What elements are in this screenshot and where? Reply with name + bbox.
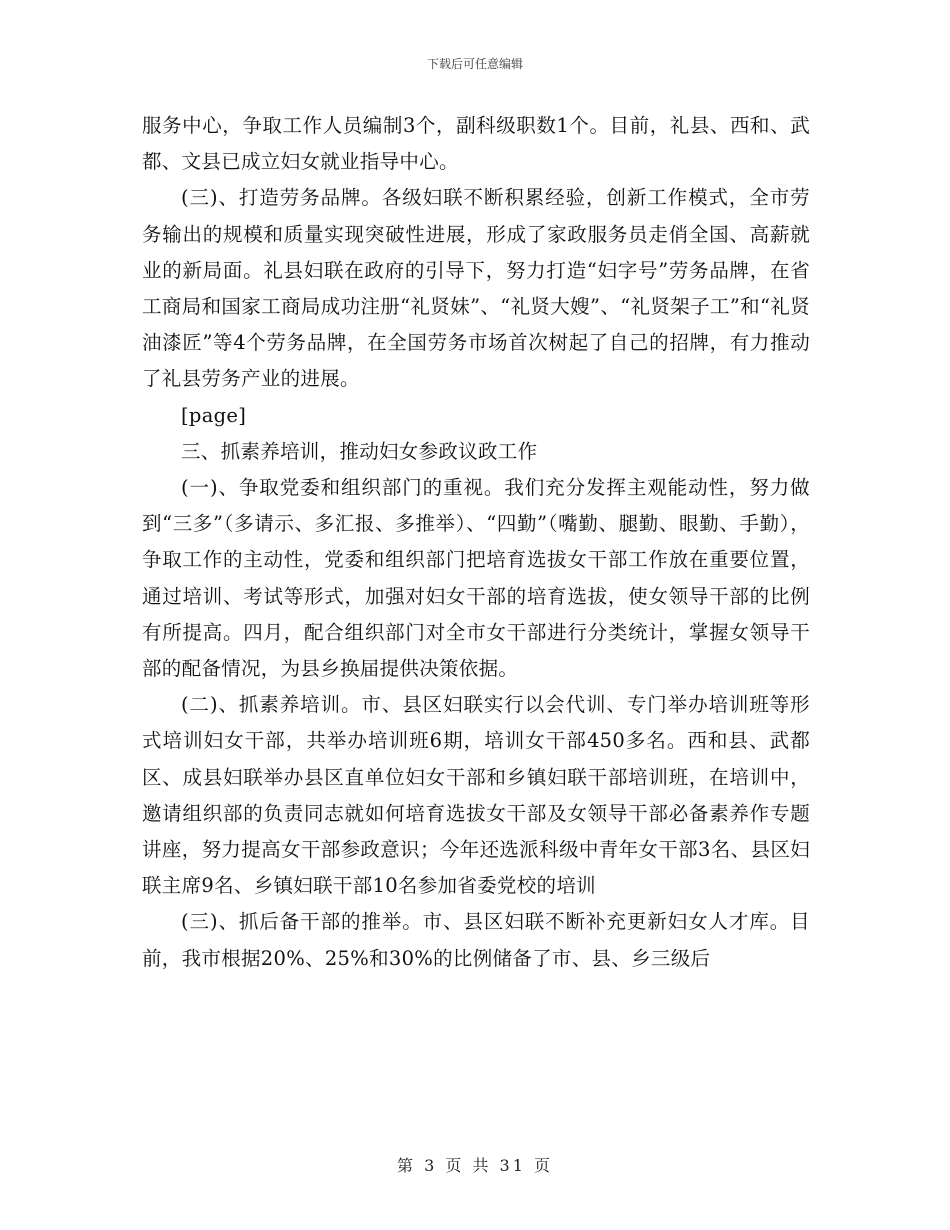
page-marker: [page]: [181, 403, 247, 427]
paragraph-3: (一)、争取党委和组织部门的重视。我们充分发挥主观能动性，努力做到“三多”（多请示、多汇报、多推举）、“四勤”（嘴勤、腿勤、眼勤、手勤），争取工作的主动性，党委和组织部门把培育选拔女干部工作放在重要位置，通过培训、考试等形式，加强对妇女干部的培育选拔，使女领导干部的比例有所提高。四月，配合组织部门对全市女干部进行分类统计，掌握女领导干部的配备情况，为县乡换届提供决策依据。: [142, 476, 810, 681]
paragraph-1: 服务中心，争取工作人员编制3个，副科级职数1个。目前，礼县、西和、武都、文县已成立妇女就业指导中心。: [142, 114, 810, 174]
paragraph-4: (二)、抓素养培训。市、县区妇联实行以会代训、专门举办培训班等形式培训妇女干部，共举办培训班6期，培训女干部450多名。西和县、武都区、成县妇联举办县区直单位妇女干部和乡镇妇联干部培训班，在培训中，邀请组织部的负责同志就如何培育选拔女干部及女领导干部必备素养作专题讲座，努力提高女干部参政意识；今年还选派科级中青年女干部3名、县区妇联主席9名、乡镇妇联干部10名参加省委党校的培训: [142, 693, 810, 898]
page-header: 下载后可任意编辑: [426, 57, 523, 71]
page-footer: 第 3 页 共 31 页: [397, 1156, 553, 1175]
paragraph-5: (三)、抓后备干部的推举。市、县区妇联不断补充更新妇女人才库。目前，我市根据20%、25%和30%的比例储备了市、县、乡三级后: [142, 910, 810, 970]
paragraph-2: (三)、打造劳务品牌。各级妇联不断积累经验，创新工作模式，全市劳务输出的规模和质量实现突破性进展，形成了家政服务员走俏全国、高薪就业的新局面。礼县妇联在政府的引导下，努力打造“妇字号”劳务品牌，在省工商局和国家工商局成功注册“礼贤妹”、“礼贤大嫂”、“礼贤架子工”和“礼贤油漆匠”等4个劳务品牌，在全国劳务市场首次树起了自己的招牌，有力推动了礼县劳务产业的进展。: [142, 186, 810, 391]
section-heading: 三、抓素养培训，推动妇女参政议政工作: [181, 439, 538, 463]
document-body: [142, 108, 810, 977]
